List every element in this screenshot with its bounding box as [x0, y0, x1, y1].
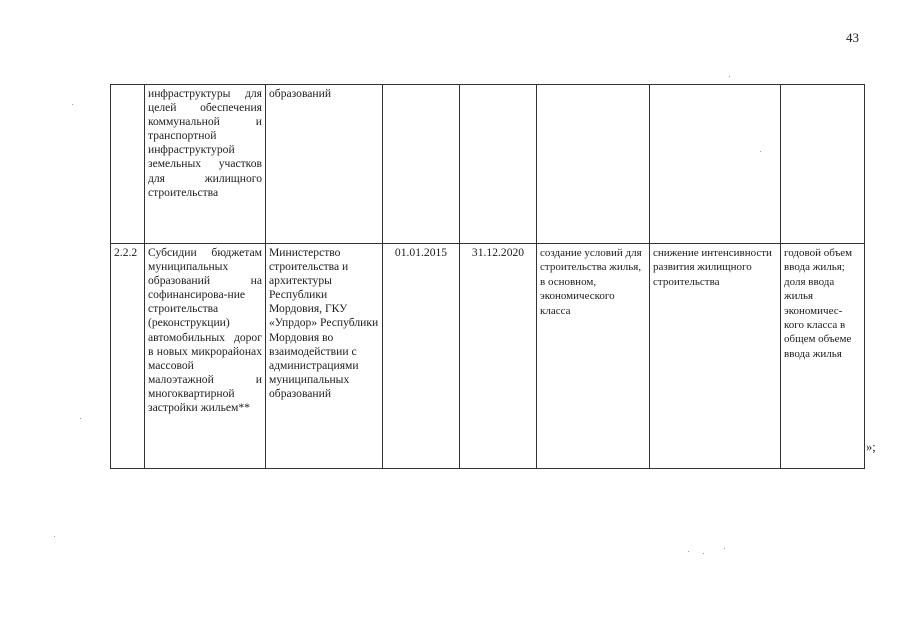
scan-speck	[54, 536, 55, 537]
cell-start-date	[383, 85, 460, 244]
table-row	[111, 244, 865, 469]
cell-consequence: снижение интенсивности развития жилищного строительства	[650, 244, 781, 469]
scan-speck	[760, 151, 761, 152]
page-number: 43	[846, 30, 859, 45]
scan-speck	[703, 553, 704, 554]
scan-speck	[80, 418, 81, 419]
cell-end-date: 31.12.2020	[460, 244, 537, 469]
cell-measure-name: инфраструктуры для целей обеспечения коммунальной и транспортной инфраструктурой земельных участков для жилищного строительства	[145, 85, 266, 244]
cell-number	[111, 85, 145, 244]
scan-speck	[729, 76, 730, 77]
scan-speck	[72, 104, 73, 105]
cell-start-date: 01.01.2015	[383, 244, 460, 469]
table-row	[111, 85, 865, 244]
cell-expected-result: создание условий для строительства жилья, в основном, экономического класса	[537, 244, 650, 469]
cell-executor: Министерство строительства и архитектуры Республики Мордовия, ГКУ «Упрдор» Республики Мордовия во взаимодействии с администрациями муниципальных образований	[266, 244, 383, 469]
cell-end-date	[460, 85, 537, 244]
program-measures-table	[110, 84, 865, 469]
cell-indicator-link: годовой объем ввода жилья; доля ввода жилья экономичес-кого класса в общем объеме ввода жилья	[781, 244, 865, 469]
scan-speck	[688, 551, 689, 552]
cell-executor: образований	[266, 85, 383, 244]
cell-expected-result	[537, 85, 650, 244]
cell-consequence	[650, 85, 781, 244]
cell-number: 2.2.2	[111, 244, 145, 469]
closing-quote-mark: »;	[866, 440, 876, 454]
scan-speck	[724, 548, 725, 549]
cell-indicator-link	[781, 85, 865, 244]
cell-measure-name: Субсидии бюджетам муниципальных образований на софинансирова-ние строительства (реконструкции) автомобильных дорог в новых микрорайонах массовой малоэтажной и многоквартирной застройки жильем**	[145, 244, 266, 469]
